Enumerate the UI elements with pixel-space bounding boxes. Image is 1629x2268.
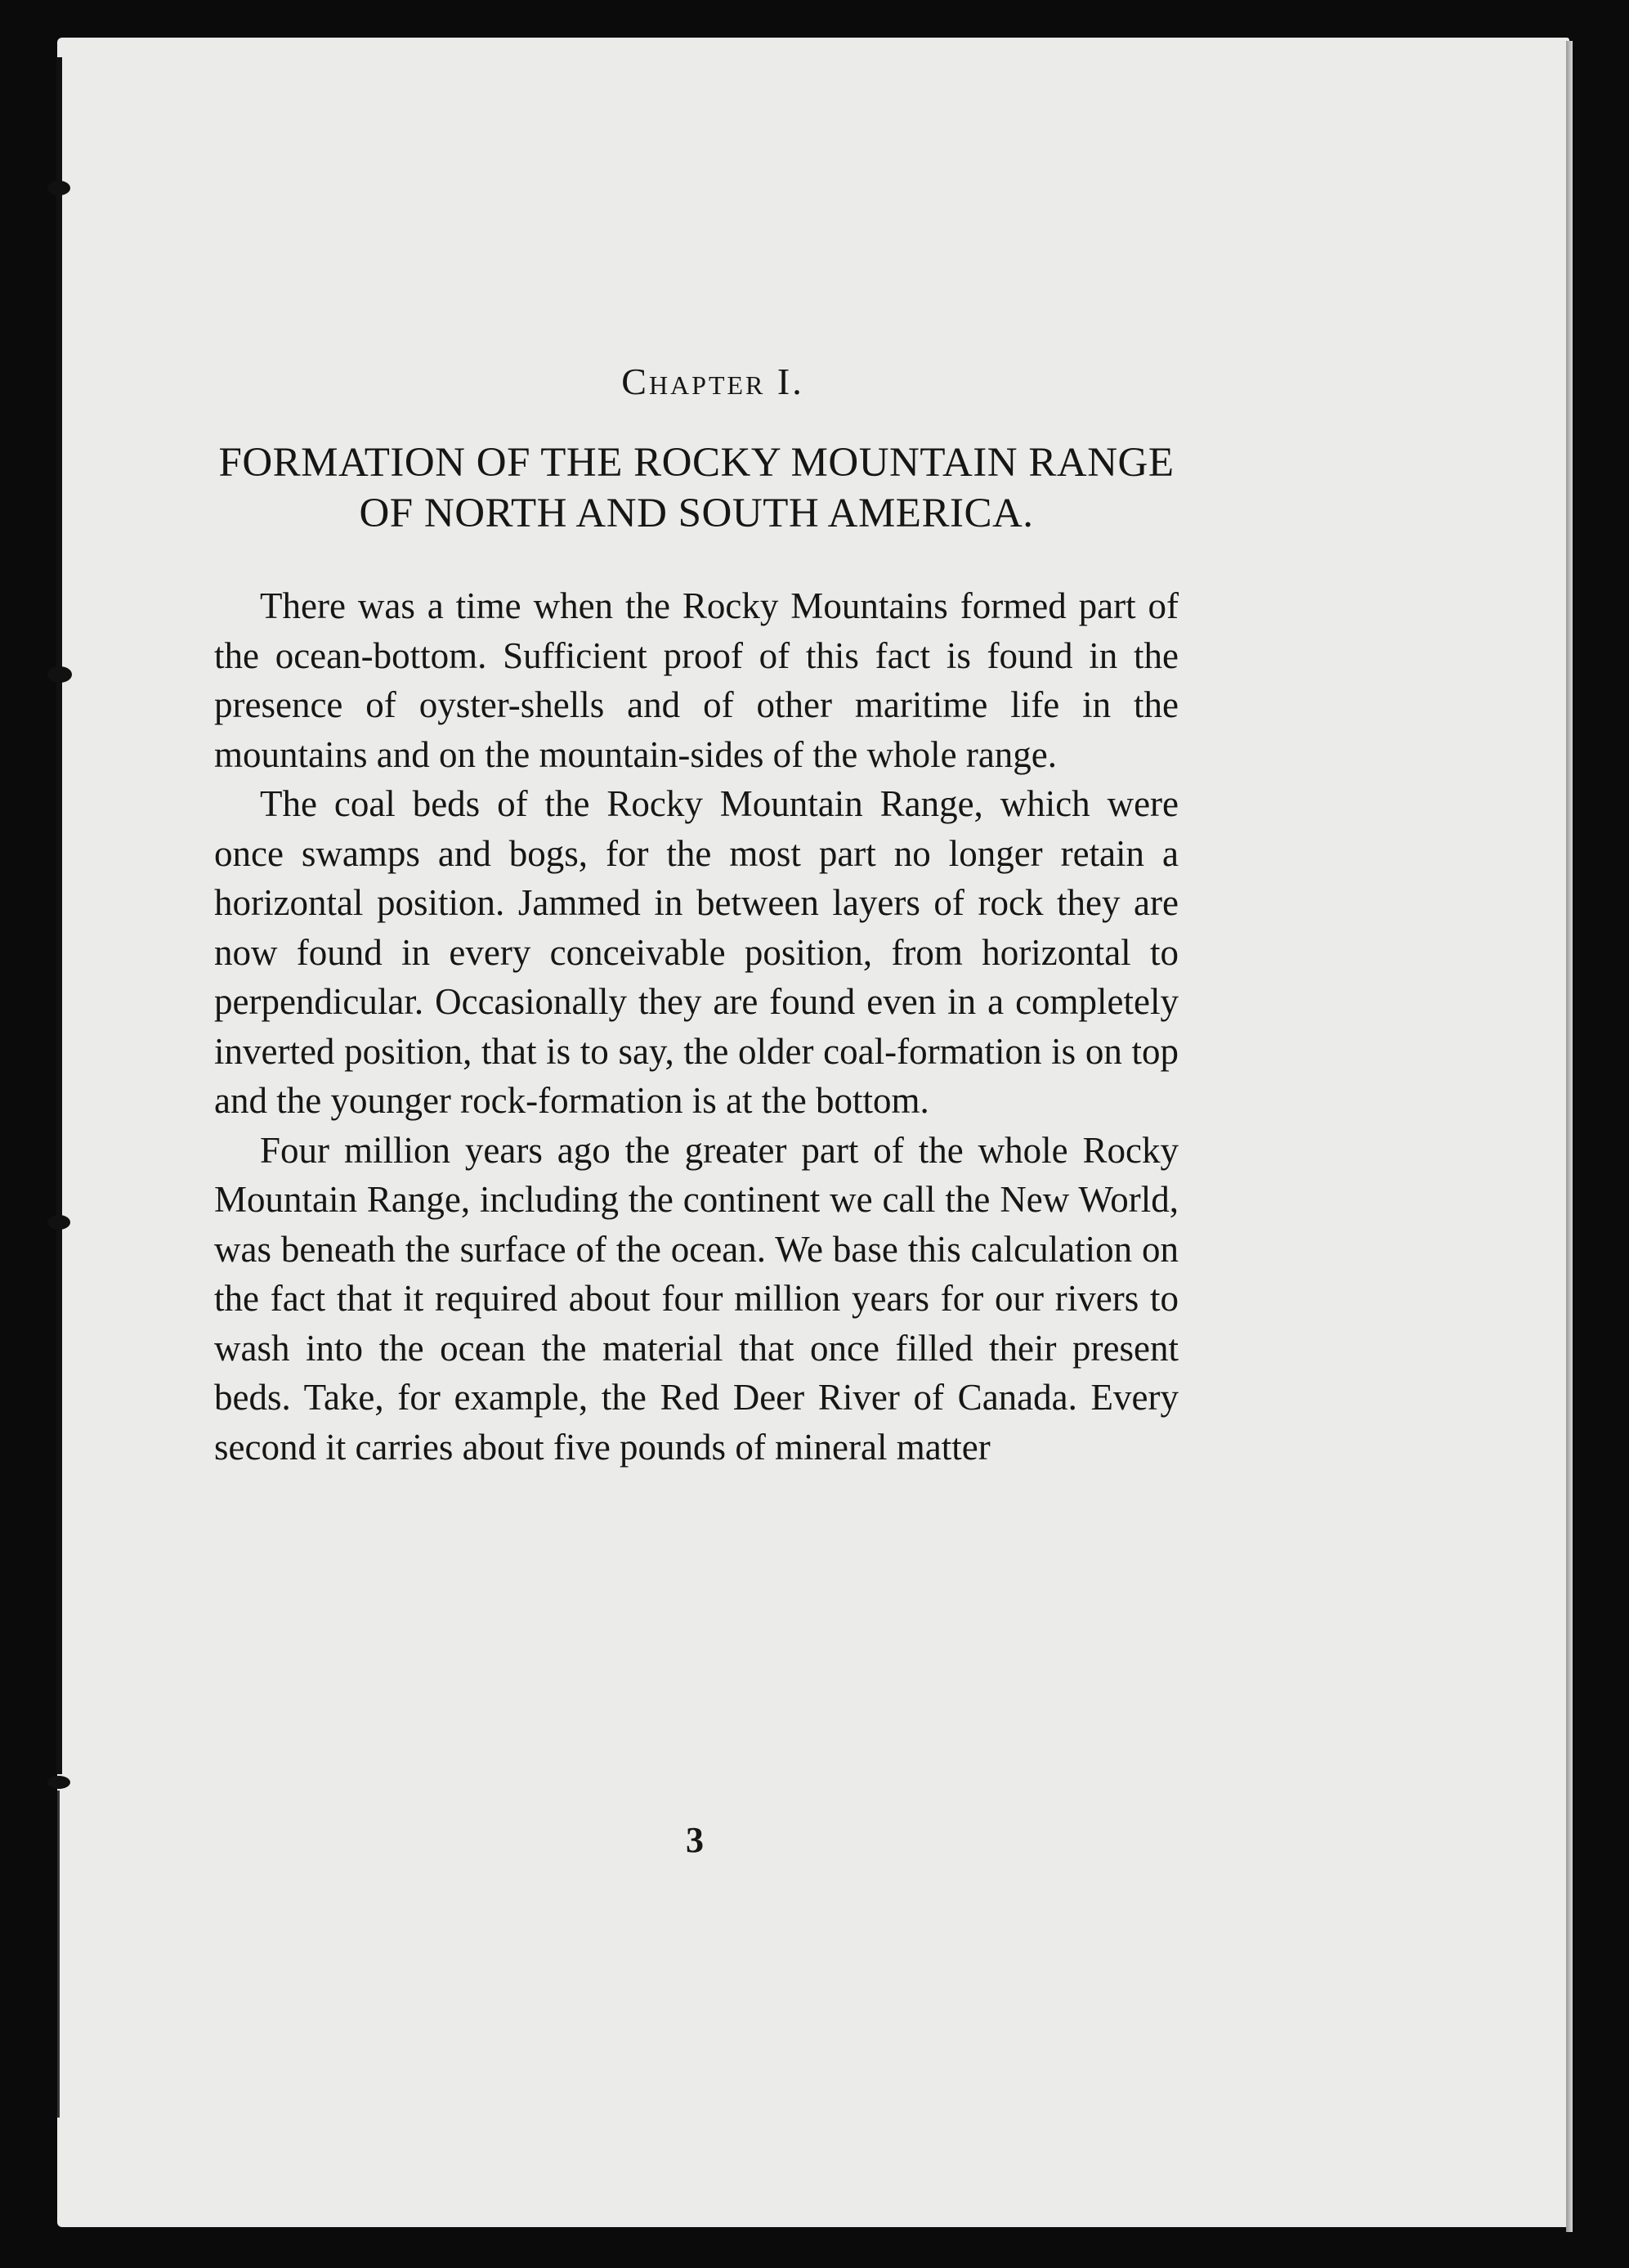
body-paragraph: There was a time when the Rocky Mountains formed part of the ocean-bottom. Sufficient proof of this fact is found in the presence of oyster-shells and of other maritime life in the mountains and on the mountain-sides of the whole range. [214,585,1179,775]
chapter-title: FORMATION OF THE ROCKY MOUNTAIN RANGE OF NORTH AND SOUTH AMERICA. [218,440,1175,536]
binding-stitches-decoration [47,57,72,2183]
chapter-heading: Chapter I. [621,361,804,402]
body-paragraph: The coal beds of the Rocky Mountain Range, which were once swamps and bogs, for the most part no longer retain a horizontal position. Jammed in between layers of rock they are now found in every conceivable position, from horizontal to perpendicular. Occasionally they are found even in a completely inverted position, that is to say, the older coal-formation is on top and the younger rock-formation is at the bottom. [214,783,1179,1121]
page-edge-shadow [1566,41,1573,2232]
page-text-block [214,360,1179,1472]
body-paragraph: Four million years ago the greater part of the whole Rocky Mountain Range, including the continent we call the New World, was beneath the surface of the ocean. We base this calculation on the fact that it required about four million years for our rivers to wash into the ocean the material that once filled their present beds. Take, for example, the Red Deer River of Canada. Every second it carries about five pounds of mineral matter [214,1129,1179,1468]
page-number: 3 [686,1820,704,1860]
